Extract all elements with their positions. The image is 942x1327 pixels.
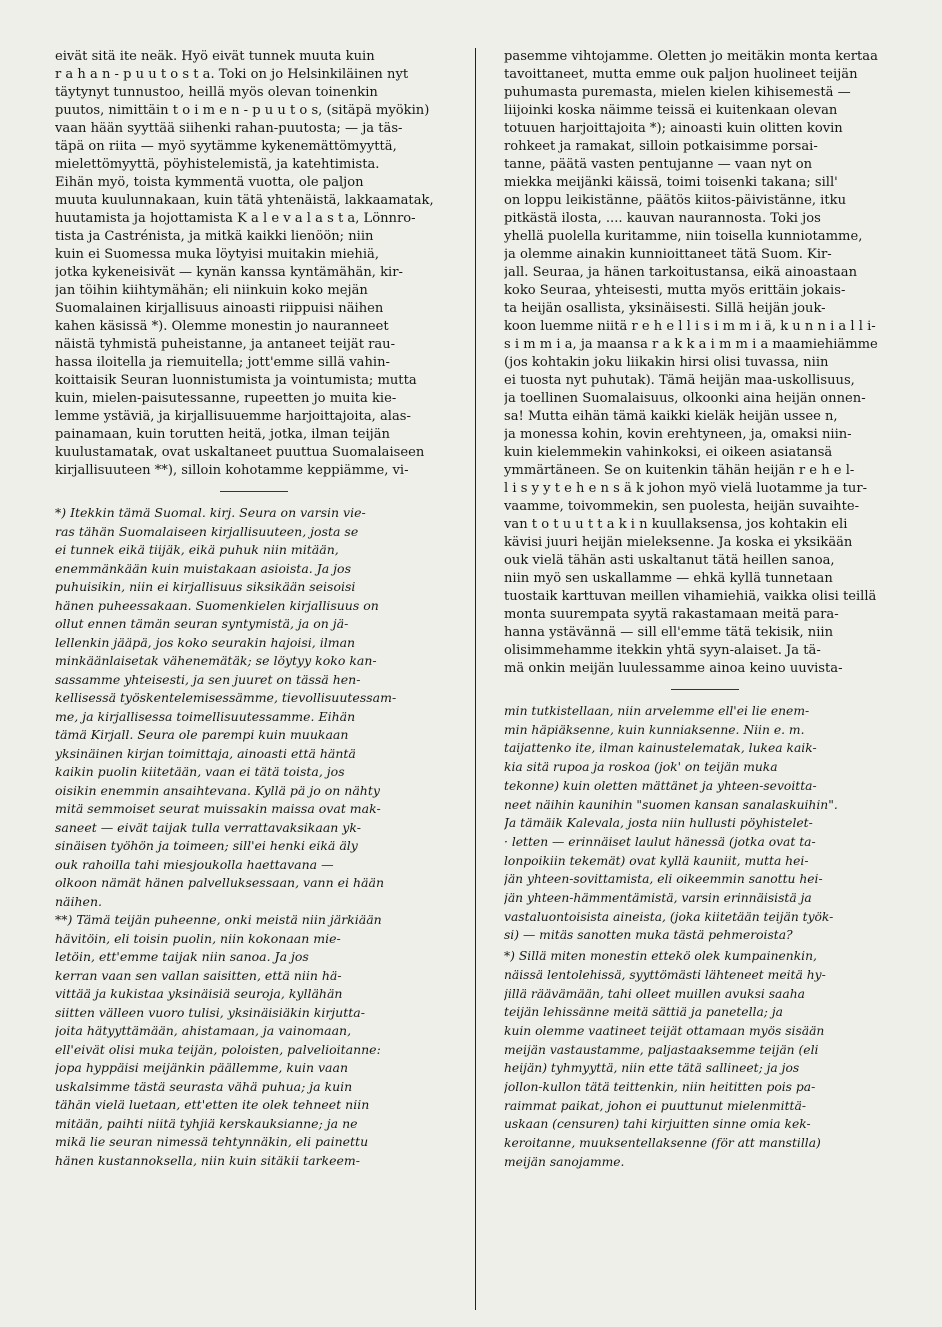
text-line: kuin kielemmekin vahinkoksi, ei oikeen asiatansä	[504, 445, 833, 460]
footnote-line: uskalsimme tästä seurasta vähä puhua; ja kuin	[55, 1078, 353, 1094]
text-line: ouk vielä tähän asti uskaltanut tätä heillen sanoa,	[504, 553, 835, 568]
left-body-text	[55, 48, 453, 480]
text-line: puutos, nimittäin t o i m e n - p u u t o s, (sitäpä myökin)	[55, 103, 430, 118]
text-line: ja toellinen Suomalaisuus, olkoonki aina heijän onnen-	[504, 391, 866, 406]
text-line: täpä on riita — myö syytämme kykenemättömyyttä,	[55, 139, 397, 154]
right-footnote-2	[504, 947, 906, 1171]
text-line: hanna ystävännä — sill ell'emme tätä tekisik, niin	[504, 625, 834, 640]
text-line: kävisi juuri heijän mieleksenne. Ja koska ei yksikään	[504, 535, 853, 550]
footnote-line: kerran vaan sen vallan saisitten, että niin hä-	[55, 967, 342, 983]
text-line: olisimmehamme itekkin yhtä syyn-alaiset. Ja tä-	[504, 643, 821, 658]
text-line: ta heijän osallista, yksinäisesti. Sillä heijän jouk-	[504, 301, 826, 316]
footnote-line: sassamme yhteisesti, ja sen juuret on tässä hen-	[55, 671, 361, 687]
footnote-line: lonpoikiin tekemät) ovat kyllä kauniit, mutta hei-	[504, 853, 809, 868]
text-line: l i s y y t e h e n s ä k johon myö vielä luotamme ja tur-	[504, 481, 868, 496]
footnote-line: mitään, paihti niitä tyhjiä kerskauksianne; ja ne	[55, 1115, 358, 1131]
text-line: ymmärtäneen. Se on kuitenkin tähän heijän r e h e l-	[504, 463, 855, 478]
footnote-line: tähän vielä luetaan, ett'etten ite olek tehneet niin	[55, 1097, 370, 1112]
text-line: tista ja Castrénista, ja mitkä kaikki lienöön; niin	[55, 229, 374, 244]
text-line: miekka meijänki käissä, toimi toisenki takana; sill'	[504, 175, 838, 190]
footnote-line: heijän) tyhmyyttä, niin ette tätä sallineet; ja jos	[504, 1061, 800, 1076]
text-line: koittaisik Seuran luonnistumista ja vointumista; mutta	[55, 373, 417, 388]
text-line: sa! Mutta eihän tämä kaikki kieläk heijän ussee n,	[504, 409, 838, 424]
footnote-line: olkoon nämät hänen palvelluksessaan, vann ei hään	[55, 875, 384, 890]
footnote-divider	[220, 491, 288, 492]
footnote-line: ell'eivät olisi muka teijän, poloisten, palvelioitanne:	[55, 1041, 381, 1057]
footnote-line: raimmat paikat, johon ei puuttunut mielenmittä-	[504, 1098, 806, 1113]
text-line: yhellä puolella kuritamme, niin toisella kunniotamme,	[504, 229, 863, 244]
footnote-line: vastaluontoisista aineista, (joka kiitetään teijän työk-	[504, 909, 834, 924]
text-line: pasemme vihtojamme. Oletten jo meitäkin monta kertaa	[504, 49, 878, 64]
text-line: tuostaik karttuvan meillen vihamiehiä, vaikka olisi teillä	[504, 589, 877, 604]
footnote-line: jillä räävämään, tahi olleet muillen avuksi saaha	[504, 986, 805, 1001]
footnote-line: ouk rahoilla tahi miesjoukolla haettavana —	[55, 856, 334, 872]
footnote-line: letöin, ett'emme taijak niin sanoa. Ja jos	[55, 949, 309, 964]
footnote-line: kellisessä työskentelemisessämme, tievollisuutessam-	[55, 690, 397, 705]
footnote-line: teijän lehissänne meitä sättiä ja panetella; ja	[504, 1005, 783, 1020]
left-column	[55, 48, 453, 1170]
footnote-line: taijattenko ite, ilman kainustelematak, lukea kaik-	[504, 741, 817, 756]
text-line: pitkästä ilosta, .... kauvan naurannosta. Toki jos	[504, 211, 821, 226]
right-column	[504, 48, 906, 1172]
footnote-line: oisikin enemmin ansaihtevana. Kyllä pä jo on nähty	[55, 782, 380, 798]
text-line: Suomalainen kirjallisuus ainoasti riippuisi näihen	[55, 301, 384, 316]
footnote-line: · letten — erinnäiset laulut hänessä (jotka ovat ta-	[504, 834, 816, 849]
footnote-line: neet näihin kaunihin "suomen kansan sanalaskuihin".	[504, 797, 838, 812]
text-line: monta suurempata syytä rakastamaan meitä para-	[504, 607, 839, 622]
text-line: (jos kohtakin joku liikakin hirsi olisi tuvassa, niin	[504, 355, 829, 370]
text-line: ja monessa kohin, kovin erehtyneen, ja, omaksi niin-	[504, 427, 852, 442]
text-line: kirjallisuuteen **), silloin kohotamme keppiämme, vi-	[55, 463, 409, 478]
text-line: on loppu leikistänne, päätös kiitos-päivistänne, itku	[504, 193, 847, 208]
footnote-line: jollon-kullon tätä teittenkin, niin heititten pois pa-	[504, 1080, 816, 1095]
text-line: ei tuosta nyt puhutak). Tämä heijän maa-uskollisuus,	[504, 373, 855, 388]
text-line: jotka kykeneisivät — kynän kanssa kyntämähän, kir-	[55, 265, 403, 280]
text-line: van t o t u u t t a k i n kuullaksensa, jos kohtakin eli	[504, 517, 848, 532]
footnote-line: meijän vastaustamme, paljastaaksemme teijän (eli	[504, 1042, 819, 1057]
column-rule	[475, 48, 476, 1310]
footnote-line: ei tunnek eikä tiijäk, eikä puhuk niin mitään,	[55, 542, 339, 557]
footnote-line: mikä lie seuran nimessä tehtynnäkin, eli painettu	[55, 1134, 369, 1149]
footnote-line: Ja tämäik Kalevala, josta niin hullusti pöyhistelet-	[504, 816, 813, 831]
footnote-line: sinäisen työhön ja toimeen; sill'ei henki eikä äly	[55, 838, 358, 853]
footnote-line: hänen kustannoksella, niin kuin sitäkii tarkeem-	[55, 1152, 360, 1168]
footnote-line: saneet — eivät taijak tulla verrattavaksikaan yk-	[55, 819, 361, 835]
left-footnote-2	[55, 911, 453, 1170]
footnote-line: me, ja kirjallisessa toimellisuutessamme. Eihän	[55, 708, 356, 724]
text-line: koko Seuraa, yhteisesti, mutta myös erittäin jokais-	[504, 283, 846, 298]
text-line: muuta kuulunnakaan, kuin tätä yhtenäistä, lakkaamatak,	[55, 193, 434, 208]
text-line: tanne, päätä vasten pentujanne — vaan nyt on	[504, 157, 813, 172]
text-line: kuin ei Suomessa muka löytyisi muitakin miehiä,	[55, 247, 380, 262]
text-line: koon luemme niitä r e h e l l i s i m m i ä, k u n n i a l l i-	[504, 319, 876, 334]
footnote-line: tämä Kirjall. Seura ole parempi kuin muukaan	[55, 727, 349, 742]
text-line: jall. Seuraa, ja hänen tarkoitustansa, eikä ainoastaan	[504, 265, 858, 280]
footnote-line: siitten välleen vuoro tulisi, yksinäisiäkin kirjutta-	[55, 1004, 365, 1020]
text-line: hassa iloitella ja riemuitella; jott'emme sillä vahin-	[55, 355, 390, 370]
footnote-line: ras tähän Suomalaiseen kirjallisuuteen, josta se	[55, 523, 359, 539]
text-line: kuin, mielen-paisutessanne, rupeetten jo muita kie-	[55, 391, 397, 406]
text-line: lemme ystäviä, ja kirjallisuuemme harjoittajoita, alas-	[55, 409, 411, 424]
footnote-line: jän yhteen-hämmentämistä, varsin erinnäisistä ja	[504, 891, 812, 906]
text-line: vaan hään syyttää siihenki rahan-puutosta; — ja täs-	[55, 121, 403, 136]
footnote-line: hänen puheessakaan. Suomenkielen kirjallisuus on	[55, 597, 379, 613]
footnote-line: puhuisikin, niin ei kirjallisuus siksikään seisoisi	[55, 579, 356, 594]
text-line: vaamme, toivommekin, sen puolesta, heijän suvaihte-	[504, 499, 860, 514]
footnote-line: keroitanne, muuksentellaksenne (för att manstilla)	[504, 1136, 821, 1151]
footnote-line: mitä semmoiset seurat muissakin maissa ovat mak-	[55, 801, 381, 816]
text-line: tavoittaneet, mutta emme ouk paljon huolineet teijän	[504, 67, 858, 82]
footnote-line: kaikin puolin kiitetään, vaan ei tätä toista, jos	[55, 764, 345, 779]
footnote-line: tekonne) kuin oletten mättänet ja yhteen-sevoitta-	[504, 778, 817, 793]
footnote-line: minkäänlaisetak vähenemätäk; se löytyy koko kan-	[55, 653, 377, 668]
text-line: puhumasta puremasta, mielen kielen kihisemestä —	[504, 85, 851, 100]
footnote-line: ollut ennen tämän seuran syntymistä, ja on jä-	[55, 616, 349, 631]
right-footnote-continued	[504, 702, 906, 945]
footnote-line: jän yhteen-sovittamista, eli oikeemmin sanottu hei-	[504, 872, 823, 887]
text-line: kahen käsissä *). Olemme monestin jo nauranneet	[55, 319, 389, 334]
text-line: liijoinki koska näimme teissä ei kuitenkaan olevan	[504, 103, 838, 118]
footnote-line: kuin olemme vaatineet teijät ottamaan myös sisään	[504, 1023, 825, 1038]
footnote-line: jopa hyppäisi meijänkin päällemme, kuin vaan	[55, 1060, 349, 1075]
text-line: eivät sitä ite neäk. Hyö eivät tunnek muuta kuin	[55, 49, 375, 64]
footnote-line: näihen.	[55, 893, 102, 909]
footnote-line: *) Itekkin tämä Suomal. kirj. Seura on varsin vie-	[55, 505, 366, 520]
footnote-line: *) Sillä miten monestin ettekö olek kumpainenkin,	[504, 949, 817, 964]
footnote-line: hävitöin, eli toisin puolin, niin kokonaan mie-	[55, 930, 341, 946]
text-line: huutamista ja hojottamista K a l e v a l a s t a, Lönnro-	[55, 211, 416, 226]
text-line: r a h a n - p u u t o s t a. Toki on jo Helsinkiläinen nyt	[55, 67, 409, 82]
text-line: kuulustamatak, ovat uskaltaneet puuttua Suomalaiseen	[55, 445, 425, 460]
footnote-line: joita hätyyttämään, ahistamaan, ja vainomaan,	[55, 1023, 352, 1038]
text-line: s i m m i a, ja maansa r a k k a i m m i a maamiehiämme	[504, 337, 878, 352]
footnote-line: **) Tämä teijän puheenne, onki meistä niin järkiään	[55, 912, 382, 927]
text-line: Eihän myö, toista kymmentä vuotta, ole paljon	[55, 175, 364, 190]
text-line: rohkeet ja ramakat, silloin potkaisimme porsai-	[504, 139, 818, 154]
text-line: painamaan, kuin torutten heitä, jotka, ilman teijän	[55, 427, 390, 442]
right-body-text	[504, 48, 906, 678]
footnote-line: meijän sanojamme.	[504, 1154, 625, 1169]
footnote-line: yksinäinen kirjan toimittaja, ainoasti että häntä	[55, 745, 356, 761]
text-line: totuuen harjoittajoita *); ainoasti kuin olitten kovin	[504, 121, 843, 136]
footnote-line: uskaan (censuren) tahi kirjuitten sinne omia kek-	[504, 1117, 811, 1132]
text-line: mielettömyyttä, pöyhistelemistä, ja katehtimista.	[55, 157, 380, 172]
text-line: niin myö sen uskallamme — ehkä kyllä tunnetaan	[504, 571, 833, 586]
footnote-line: si) — mitäs sanotten muka tästä pehmeroista?	[504, 928, 793, 943]
text-line: näistä tyhmistä puheistanne, ja antaneet teijät rau-	[55, 337, 396, 352]
footnote-line: kia sitä rupoa ja roskoa (jok' on teijän muka	[504, 760, 778, 775]
left-footnote-1	[55, 504, 453, 911]
text-line: jan töihin kiihtymähän; eli niinkuin koko mejän	[55, 283, 368, 298]
footnote-line: näissä lentolehissä, syyttömästi lähteneet meitä hy-	[504, 967, 826, 982]
footnote-line: min tutkistellaan, niin arvelemme ell'ei lie enem-	[504, 704, 810, 718]
text-line: mä onkin meijän luulessamme ainoa keino uuvista-	[504, 661, 843, 676]
footnote-divider	[671, 689, 739, 690]
footnote-line: min häpiäksenne, kuin kunniaksenne. Niin e. m.	[504, 722, 805, 737]
footnote-line: vittää ja kukistaa yksinäisiä seuroja, kyllähän	[55, 986, 343, 1001]
text-line: ja olemme ainakin kunnioittaneet tätä Suom. Kir-	[504, 247, 832, 262]
footnote-line: enemmänkään kuin muistakaan asioista. Ja jos	[55, 560, 351, 576]
text-line: täytynyt tunnustoo, heillä myös olevan toinenkin	[55, 85, 378, 100]
footnote-line: lellenkin jääpä, jos koko seurakin hajoisi, ilman	[55, 634, 356, 650]
